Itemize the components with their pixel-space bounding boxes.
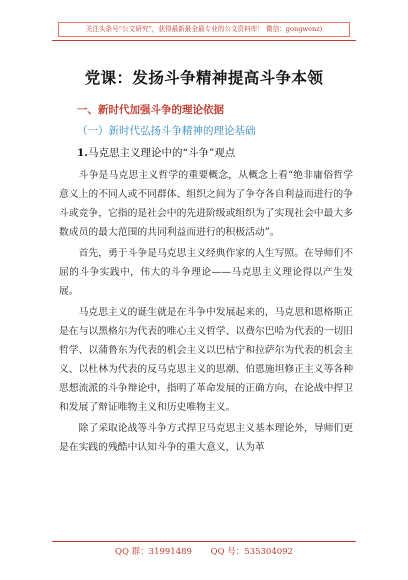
point-heading — [77, 145, 235, 160]
point-number: 1. — [77, 147, 88, 159]
document-title: 党课：发扬斗争精神提高斗争本领 — [84, 68, 324, 87]
paragraph: 斗争是马克思主义哲学的重要概念，从概念上看“绝非庸俗哲学意义上的不同人或不同群体、组织之间为了争夺各自利益而进行的争斗或竞争，它指的是社会中的先进阶级或组织为了实现社会中最大多数成员的最大范围的共同利益而进行的积极活动”。 — [59, 170, 353, 238]
paragraph: 除了采取论战等斗争方式捍卫马克思主义基本理论外，导师们更是在实践的残酷中认知斗争的重大意义，认为革 — [59, 423, 353, 453]
paragraph: 首先，勇于斗争是马克思主义经典作家的人生写照。在导师们不屈的斗争实践中，伟大的斗争理论——马克思主义理论得以产生发展。 — [59, 248, 353, 297]
footer-divider — [52, 541, 356, 542]
section-heading: 一、新时代加强斗争的理论依据 — [77, 104, 224, 116]
header-banner: 关注头条号“公文研究”，获得最新最全最专业的公文资料库！ 微信：gongwenz) — [58, 22, 350, 37]
footer-qq-group: QQ 群：31991489 — [115, 547, 192, 557]
header-divider — [52, 40, 356, 41]
subsection-heading: （一）新时代弘扬斗争精神的理论基础 — [77, 125, 256, 137]
footer-qq-contact: QQ 号：535304092 — [210, 547, 293, 557]
body-text — [59, 166, 353, 459]
paragraph: 马克思主义的诞生就是在斗争中发展起来的，马克思和恩格斯正是在与以黑格尔为代表的唯心主义哲学、以费尔巴哈为代表的一切旧哲学、以蒲鲁东为代表的机会主义以巴枯宁和拉萨尔为代表的机会主义、以杜林为代表的反马克思主义的思潮、伯恩施坦修正主义等各种思想流派的斗争辩论中，指明了革命发展的正确方向，在论战中捍卫和发展了辩证唯物主义和历史唯物主义。 — [59, 307, 353, 413]
footer-contact — [0, 545, 408, 557]
point-text: 马克思主义理论中的“斗争”观点 — [87, 147, 236, 159]
